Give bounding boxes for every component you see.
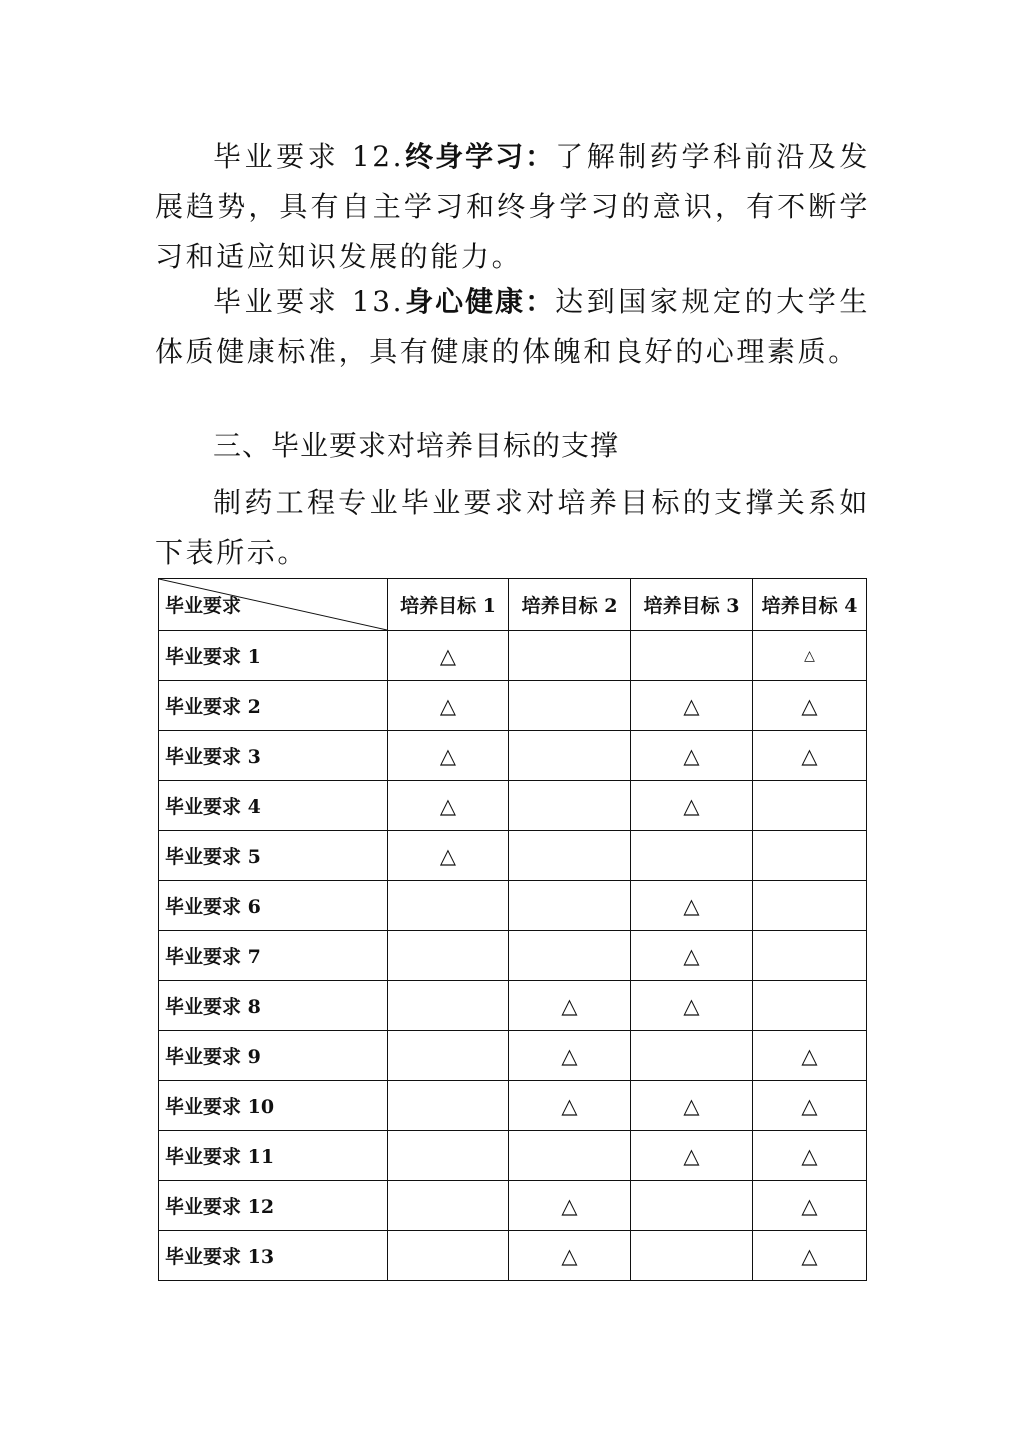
table-row	[159, 1131, 867, 1181]
empty-cell	[388, 1181, 509, 1231]
requirement-12-prefix: 毕业要求 12.	[213, 140, 405, 173]
row-label: 毕业要求 12	[159, 1181, 388, 1231]
support-mark-cell: △	[388, 781, 509, 831]
table-row	[159, 881, 867, 931]
empty-cell	[388, 1081, 509, 1131]
support-mark-cell: △	[388, 681, 509, 731]
table-row	[159, 1081, 867, 1131]
row-label: 毕业要求 2	[159, 681, 388, 731]
support-mark-cell: △	[753, 1081, 867, 1131]
support-mark-cell: △	[753, 631, 867, 681]
support-mark-cell: △	[631, 931, 753, 981]
table-row	[159, 1181, 867, 1231]
requirement-13-prefix: 毕业要求 13.	[213, 285, 405, 318]
table-row	[159, 931, 867, 981]
empty-cell	[388, 981, 509, 1031]
support-mark-cell: △	[509, 981, 631, 1031]
column-header-goal-1: 培养目标 1	[388, 579, 509, 631]
empty-cell	[509, 931, 631, 981]
empty-cell	[753, 781, 867, 831]
column-header-goal-4: 培养目标 4	[753, 579, 867, 631]
table-row	[159, 631, 867, 681]
empty-cell	[509, 731, 631, 781]
corner-label: 毕业要求	[165, 595, 242, 617]
empty-cell	[631, 1231, 753, 1281]
support-mark-cell: △	[631, 781, 753, 831]
support-mark-cell: △	[509, 1081, 631, 1131]
empty-cell	[753, 881, 867, 931]
column-header-goal-2: 培养目标 2	[509, 579, 631, 631]
empty-cell	[631, 631, 753, 681]
table-row	[159, 981, 867, 1031]
row-label: 毕业要求 8	[159, 981, 388, 1031]
empty-cell	[631, 1031, 753, 1081]
requirement-13-term: 身心健康：	[404, 285, 556, 318]
row-label: 毕业要求 1	[159, 631, 388, 681]
support-mark-cell: △	[753, 1181, 867, 1231]
requirement-13-text: 达到国家规定的大学生体质健康标准，具有健康的体魄和良好的心理素质。	[155, 285, 870, 368]
table-row	[159, 1031, 867, 1081]
support-mark-cell: △	[509, 1031, 631, 1081]
support-mark-cell: △	[753, 1131, 867, 1181]
empty-cell	[388, 881, 509, 931]
support-mark-cell: △	[388, 631, 509, 681]
empty-cell	[388, 1231, 509, 1281]
support-mark-cell: △	[388, 731, 509, 781]
row-label: 毕业要求 9	[159, 1031, 388, 1081]
table-row	[159, 681, 867, 731]
empty-cell	[753, 981, 867, 1031]
empty-cell	[509, 681, 631, 731]
table-corner-cell	[159, 579, 388, 631]
paragraph-requirement-13	[155, 277, 870, 377]
support-mark-cell: △	[388, 831, 509, 881]
empty-cell	[388, 931, 509, 981]
empty-cell	[509, 781, 631, 831]
support-mark-cell: △	[631, 881, 753, 931]
requirement-12-text: 了解制药学科前沿及发展趋势，具有自主学习和终身学习的意识，有不断学习和适应知识发展的能力。	[155, 140, 870, 273]
section-heading: 三、毕业要求对培养目标的支撑	[213, 429, 620, 462]
support-mark-cell: △	[753, 1031, 867, 1081]
support-mark-cell: △	[753, 681, 867, 731]
row-label: 毕业要求 6	[159, 881, 388, 931]
table-header-row	[159, 579, 867, 631]
paragraph-requirement-12	[155, 132, 870, 282]
row-label: 毕业要求 13	[159, 1231, 388, 1281]
row-label: 毕业要求 3	[159, 731, 388, 781]
support-mark-cell: △	[509, 1231, 631, 1281]
support-mark-cell: △	[631, 981, 753, 1031]
empty-cell	[509, 1131, 631, 1181]
empty-cell	[509, 831, 631, 881]
empty-cell	[631, 1181, 753, 1231]
support-mark-cell: △	[631, 1131, 753, 1181]
table-row	[159, 731, 867, 781]
support-mark-cell: △	[631, 681, 753, 731]
empty-cell	[631, 831, 753, 881]
support-mark-cell: △	[631, 731, 753, 781]
table-row	[159, 781, 867, 831]
support-mark-cell: △	[753, 1231, 867, 1281]
table-row	[159, 831, 867, 881]
section-intro: 制药工程专业毕业要求对培养目标的支撑关系如下表所示。	[155, 486, 870, 569]
row-label: 毕业要求 7	[159, 931, 388, 981]
support-matrix-table	[158, 578, 867, 1281]
row-label: 毕业要求 11	[159, 1131, 388, 1181]
support-mark-cell: △	[509, 1181, 631, 1231]
column-header-goal-3: 培养目标 3	[631, 579, 753, 631]
requirement-12-term: 终身学习：	[404, 140, 556, 173]
empty-cell	[753, 931, 867, 981]
row-label: 毕业要求 10	[159, 1081, 388, 1131]
table-body	[159, 631, 867, 1281]
empty-cell	[388, 1031, 509, 1081]
row-label: 毕业要求 4	[159, 781, 388, 831]
support-mark-cell: △	[753, 731, 867, 781]
empty-cell	[753, 831, 867, 881]
support-mark-cell: △	[631, 1081, 753, 1131]
table-row	[159, 1231, 867, 1281]
empty-cell	[509, 631, 631, 681]
empty-cell	[388, 1131, 509, 1181]
empty-cell	[509, 881, 631, 931]
row-label: 毕业要求 5	[159, 831, 388, 881]
